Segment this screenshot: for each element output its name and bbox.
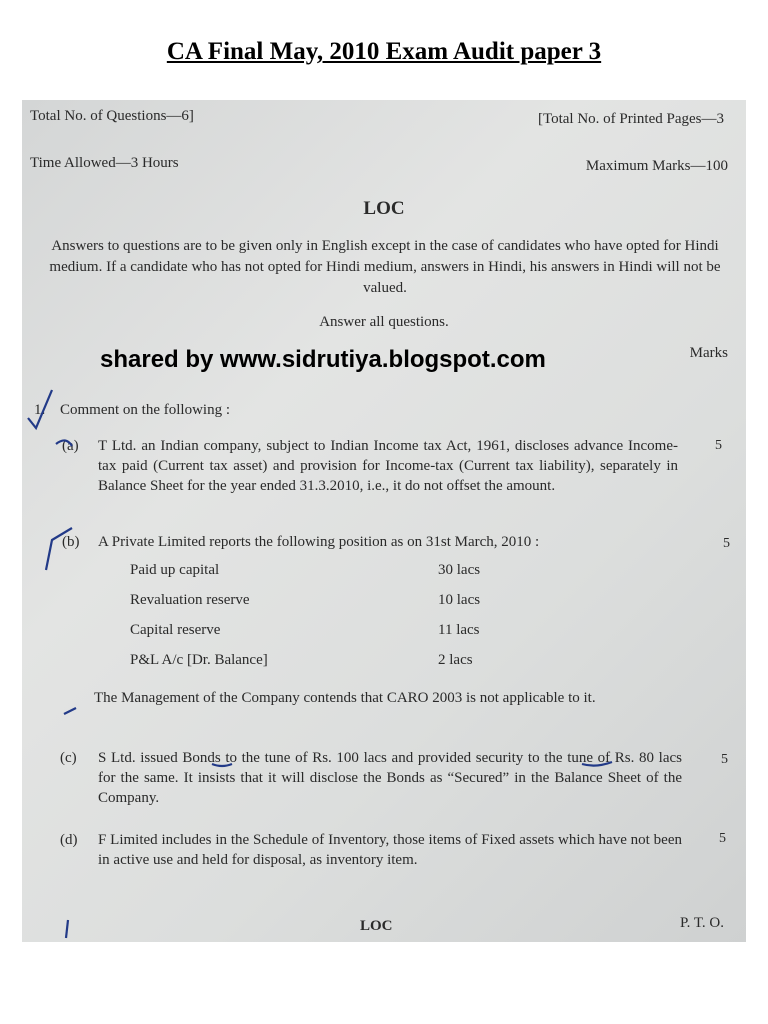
exam-paper-photo bbox=[22, 100, 746, 942]
pen-mark-icon bbox=[64, 708, 76, 714]
part-b-label: (b) bbox=[62, 534, 80, 550]
instructions: Answers to questions are to be given only in English except in the case of candidates who have opted for Hindi medium. If a candidate who has not opted for Hindi medium, answers in Hindi, his answers in Hindi will not be valued. bbox=[49, 238, 721, 296]
part-a-marks: 5 bbox=[715, 438, 722, 453]
total-pages: [Total No. of Printed Pages—3 bbox=[537, 111, 724, 127]
underline-mark-icon bbox=[212, 764, 232, 766]
document-title: CA Final May, 2010 Exam Audit paper 3 bbox=[166, 38, 602, 65]
part-a-label: (a) bbox=[62, 438, 79, 454]
part-c-text: S Ltd. issued Bonds to the tune of Rs. 100 lacs and provided security to the tune of Rs. 80 lacs for the same. It insists that it will disclose the Bonds as “Secured” in the Balance Sheet of the Company. bbox=[98, 750, 682, 806]
part-d-text: F Limited includes in the Schedule of Inventory, those items of Fixed assets which have not been in active use and held for disposal, as inventory item. bbox=[98, 832, 682, 868]
table-value: 2 lacs bbox=[438, 652, 473, 668]
table-item: Capital reserve bbox=[130, 622, 221, 638]
footer-paper-code: LOC bbox=[360, 918, 393, 934]
question-number: 1. bbox=[34, 402, 46, 418]
part-b-note: The Management of the Company contends that CARO 2003 is not applicable to it. bbox=[94, 690, 596, 706]
question-title: Comment on the following : bbox=[60, 402, 230, 418]
part-c-marks: 5 bbox=[721, 752, 728, 767]
part-b-text: A Private Limited reports the following position as on 31st March, 2010 : bbox=[98, 534, 540, 550]
tick-mark-icon bbox=[28, 390, 52, 428]
part-d-label: (d) bbox=[60, 832, 78, 848]
pen-mark-icon bbox=[56, 440, 72, 446]
part-a-text: T Ltd. an Indian company, subject to Indian Income tax Act, 1961, discloses advance Income-tax paid (Current tax asset) and provision for Income-tax (Current tax liability), separately in Balance Sheet for the year ended 31.3.2010, i.e., it do not offset the amount. bbox=[98, 438, 678, 494]
pen-mark-icon bbox=[66, 920, 68, 938]
part-d-marks: 5 bbox=[719, 831, 726, 846]
answer-all-instruction: Answer all questions. bbox=[319, 314, 449, 330]
time-allowed: Time Allowed—3 Hours bbox=[30, 155, 179, 171]
paper-code: LOC bbox=[363, 198, 405, 219]
table-item: Paid up capital bbox=[130, 562, 220, 578]
table-item: Revaluation reserve bbox=[130, 592, 250, 608]
tick-mark-icon bbox=[46, 528, 72, 570]
part-c-label: (c) bbox=[60, 750, 77, 766]
part-b-marks: 5 bbox=[723, 536, 730, 551]
table-value: 10 lacs bbox=[438, 592, 481, 608]
pen-marks bbox=[22, 100, 746, 942]
watermark: shared by www.sidrutiya.blogspot.com bbox=[100, 346, 546, 373]
table-item: P&L A/c [Dr. Balance] bbox=[130, 652, 268, 668]
marks-column-label: Marks bbox=[689, 345, 728, 361]
table-value: 11 lacs bbox=[438, 622, 480, 638]
footer-pto: P. T. O. bbox=[679, 915, 724, 931]
underline-mark-icon bbox=[582, 762, 612, 766]
total-questions: Total No. of Questions—6] bbox=[30, 108, 194, 124]
table-value: 30 lacs bbox=[438, 562, 481, 578]
maximum-marks: Maximum Marks—100 bbox=[585, 158, 728, 174]
